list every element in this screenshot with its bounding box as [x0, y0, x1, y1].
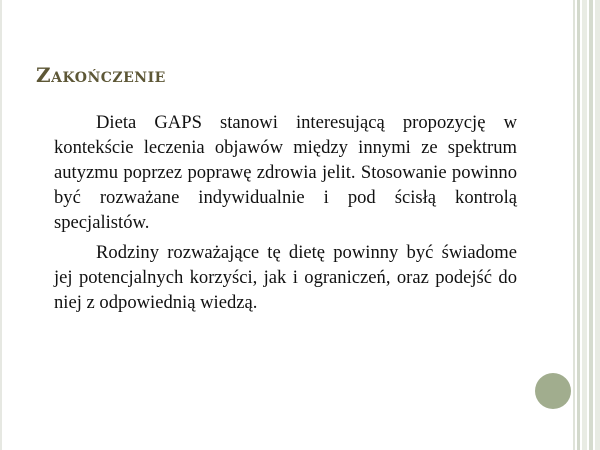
decorative-circle [535, 373, 571, 409]
decorative-stripe [595, 0, 600, 450]
decorative-stripe [582, 0, 587, 450]
paragraph-1: Dieta GAPS stanowi interesującą propozycję w kontekście leczenia objawów między innymi ze spektrum autyzmu poprzez poprawę zdrowia jelit. Stosowanie powinno być rozważane indywidualnie i pod ścisłą kontrolą specjalistów. [54, 112, 517, 233]
decorative-stripe [577, 0, 580, 450]
slide-body [54, 110, 517, 320]
left-edge-line [0, 0, 2, 450]
decorative-stripe [589, 0, 593, 450]
paragraph-2: Rodziny rozważające tę dietę powinny być świadome jej potencjalnych korzyści, jak i ograniczeń, oraz podejść do niej z odpowiednią wiedzą. [54, 242, 517, 313]
decorative-stripe [573, 0, 575, 450]
slide-title: Zakończenie [36, 63, 166, 87]
